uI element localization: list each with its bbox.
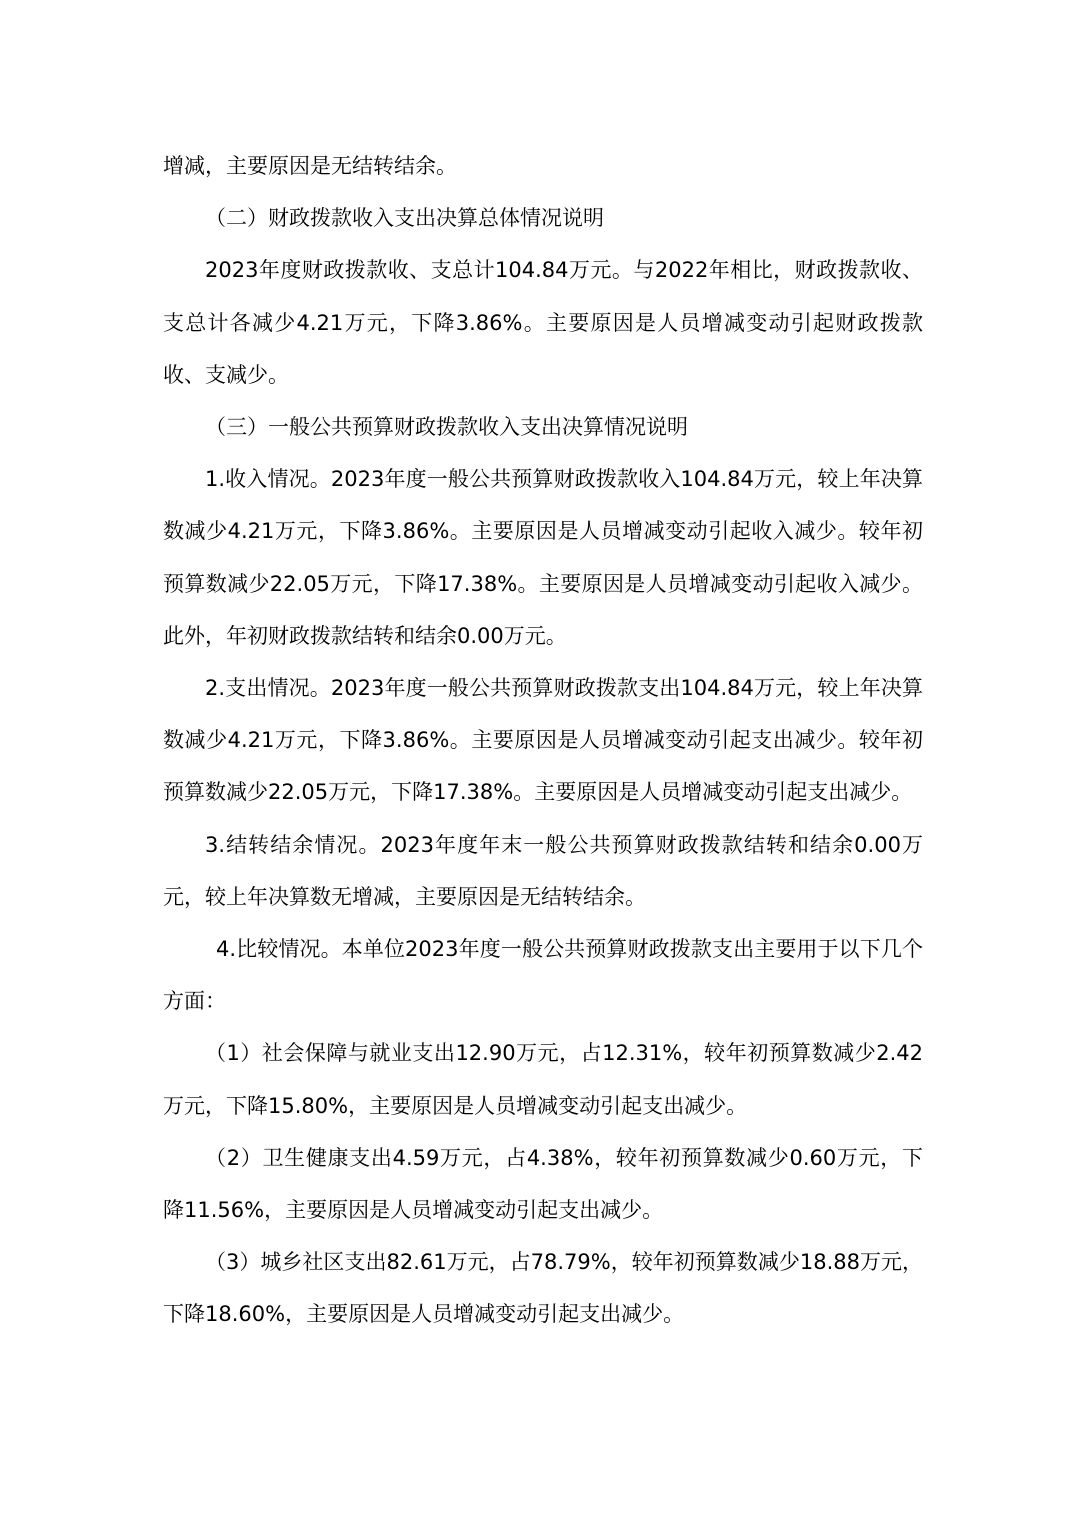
paragraph-carryover-balance: 3.结转结余情况。2023年度年末一般公共预算财政拨款结转和结余0.00万元，较上年决算数无增减，主要原因是无结转结余。 [163, 832, 923, 909]
paragraph-expenditure: 2.支出情况。2023年度一般公共预算财政拨款支出104.84万元，较上年决算数减少4.21万元，下降3.86%。主要原因是人员增减变动引起支出减少。较年初预算数减少22.05万元，下降17.38%。主要原因是人员增减变动引起支出减少。 [163, 676, 923, 805]
paragraph-income: 1.收入情况。2023年度一般公共预算财政拨款收入104.84万元，较上年决算数减少4.21万元，下降3.86%。主要原因是人员增减变动引起收入减少。较年初预算数减少22.05万元，下降17.38%。主要原因是人员增减变动引起收入减少。此外，年初财政拨款结转和结余0.00万元。 [163, 467, 923, 648]
list-item-urban-rural: （3）城乡社区支出82.61万元，占78.79%，较年初预算数减少18.88万元，下降18.60%，主要原因是人员增减变动引起支出减少。 [163, 1250, 923, 1327]
paragraph-carryover: 增减，主要原因是无结转结余。 [163, 154, 457, 178]
section-heading-2: （二）财政拨款收入支出决算总体情况说明 [205, 206, 604, 231]
paragraph-fiscal-total: 2023年度财政拨款收、支总计104.84万元。与2022年相比，财政拨款收、支总计各减少4.21万元，下降3.86%。主要原因是人员增减变动引起财政拨款收、支减少。 [163, 258, 923, 387]
document-page [163, 140, 923, 1341]
list-item-health: （2）卫生健康支出4.59万元，占4.38%，较年初预算数减少0.60万元，下降11.56%，主要原因是人员增减变动引起支出减少。 [163, 1145, 923, 1223]
list-item-social-security: （1）社会保障与就业支出12.90万元，占12.31%，较年初预算数减少2.42万元，下降15.80%，主要原因是人员增减变动引起支出减少。 [163, 1041, 923, 1118]
section-heading-3: （三）一般公共预算财政拨款收入支出决算情况说明 [205, 415, 688, 440]
paragraph-comparison: 4.比较情况。本单位2023年度一般公共预算财政拨款支出主要用于以下几个方面： [163, 937, 923, 1014]
